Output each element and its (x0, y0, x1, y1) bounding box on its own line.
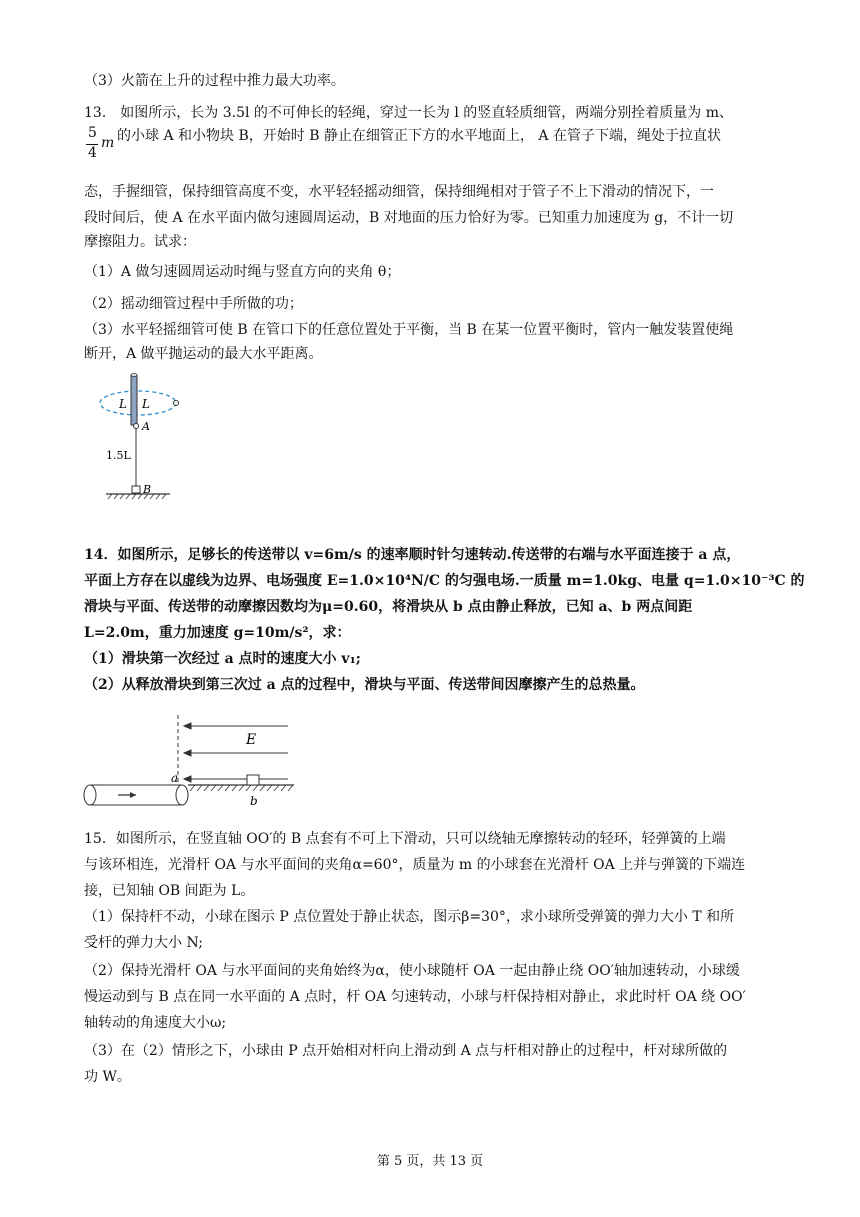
q13-line2: 的小球 A 和小物块 B，开始时 B 静止在细管正下方的水平地面上， A 在管子下端，绳处于拉直状 (117, 128, 721, 144)
q12-part3: （3）火箭在上升的过程中推力最大功率。 (84, 73, 345, 89)
page-footer: 第 5 页，共 13 页 (376, 1154, 484, 1169)
field-lines (184, 723, 288, 782)
q14-figure (80, 712, 310, 812)
q14-part1: （1）滑块第一次经过 a 点时的速度大小 v₁; (84, 651, 361, 667)
q15-line1: 15．如图所示，在竖直轴 OO′的 B 点套有不可上下滑动，只可以绕轴无摩擦转动的轻环，轻弹簧的上端 (84, 831, 726, 847)
q13-line1: 13． 如图所示，长为 3.5l 的不可伸长的轻绳，穿过一长为 l 的竖直轻质细管，两端分别拴着质量为 m、 (84, 105, 734, 121)
q14-line3: 滑块与平面、传送带的动摩擦因数均为μ=0.60，将滑块从 b 点由静止释放，已知 a、b 两点间距 (84, 599, 693, 615)
label-L-right: L (142, 397, 150, 411)
q14-line1: 14．如图所示，足够长的传送带以 v=6m/s 的速率顺时针匀速转动.传送带的右端与水平面连接于 a 点， (84, 547, 741, 563)
ball-orbit (174, 401, 179, 406)
q14-line4: L=2.0m，重力加速度 g=10m/s²，求： (84, 625, 351, 641)
q13-part3a: （3）水平轻摇细管可使 B 在管口下的任意位置处于平衡，当 B 在某一位置平衡时，管内一触发装置使绳 (84, 322, 734, 338)
q15-part1a: （1）保持杆不动，小球在图示 P 点位置处于静止状态，图示β=30°，求小球所受弹簧的弹力大小 T 和所 (84, 909, 735, 925)
q15-part3a: （3）在（2）情形之下，小球由 P 点开始相对杆向上滑动到 A 点与杆相对静止的过程中，杆对球所做的 (84, 1043, 728, 1059)
belt-right-roller (176, 785, 188, 805)
label-L-left: L (119, 397, 127, 411)
block-B (132, 486, 140, 493)
q15-part3b: 功 W。 (84, 1069, 131, 1085)
belt-left-roller (84, 785, 96, 805)
orbit-ellipse (100, 391, 176, 415)
ground-hatching (108, 494, 166, 499)
label-b: b (250, 794, 258, 808)
q13-line5: 摩擦阻力。试求： (84, 234, 196, 250)
q15-part2b: 慢运动到与 B 点在同一水平面的 A 点时，杆 OA 匀速转动，小球与杆保持相对静止，求此时杆 OA 绕 OO′ (84, 989, 746, 1005)
fraction-denominator: 4 (88, 145, 97, 161)
q13-part2: （2）摇动细管过程中手所做的功； (84, 296, 303, 312)
q13-line3: 态，手握细管，保持细管高度不变，水平轻轻摇动细管，保持细绳相对于管子不上下滑动的情况下，一 (84, 184, 714, 200)
q15-part1b: 受杆的弹力大小 N; (84, 935, 203, 951)
q15-part2c: 轴转动的角速度大小ω; (84, 1015, 227, 1031)
label-a: a (171, 771, 179, 785)
q13-part3b: 断开，A 做平抛运动的最大水平距离。 (84, 346, 323, 362)
label-B: B (143, 483, 152, 496)
surface-hatching (190, 785, 293, 791)
q14-line2: 平面上方存在以虚线为边界、电场强度 E=1.0×10⁴N/C 的匀强电场.一质量 m=1.0kg、电量 q=1.0×10⁻³C 的 (84, 573, 805, 589)
slider-block (247, 775, 259, 785)
fraction-variable: m (101, 135, 115, 151)
q13-part1: （1）A 做匀速圆周运动时绳与竖直方向的夹角 θ； (84, 264, 401, 280)
tube (131, 375, 137, 425)
label-A: A (142, 420, 150, 433)
label-E: E (246, 732, 257, 748)
q15-part2a: （2）保持光滑杆 OA 与水平面间的夹角始终为α，使小球随杆 OA 一起由静止绕 OO′轴加速转动，小球缓 (84, 963, 740, 979)
q15-line3: 接，已知轴 OB 间距为 L。 (84, 883, 255, 899)
label-length: 1.5L (106, 449, 131, 462)
q13-line4: 段时间后，使 A 在水平面内做匀速圆周运动，B 对地面的压力恰好为零。已知重力加速度为 g，不计一切 (84, 210, 734, 226)
q14-part2: （2）从释放滑块到第三次过 a 点的过程中，滑块与平面、传送带间因摩擦产生的总热量。 (84, 677, 645, 693)
q13-figure (90, 368, 200, 508)
fraction-numerator: 5 (88, 125, 97, 141)
q15-line2: 与该环相连，光滑杆 OA 与水平面间的夹角α=60°，质量为 m 的小球套在光滑杆 OA 上并与弹簧的下端连 (84, 857, 746, 873)
ball-A (134, 424, 139, 429)
